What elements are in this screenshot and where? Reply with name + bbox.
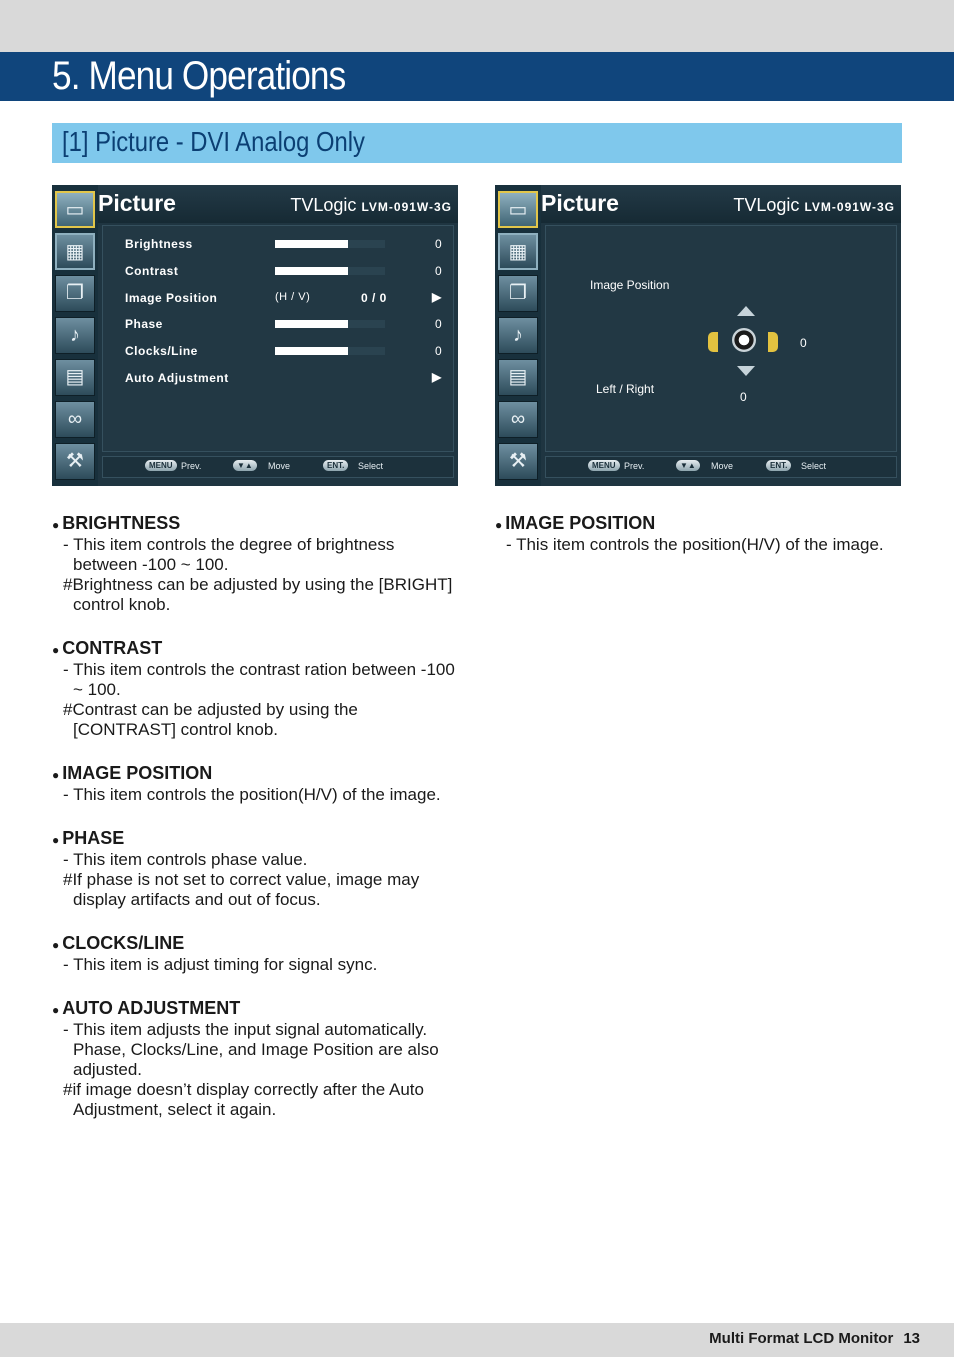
note-text: #Contrast can be adjusted by using the [CONTRAST] control knob. <box>63 700 358 739</box>
menu-row-brightness <box>103 234 453 254</box>
menu-value: 0 <box>435 344 443 358</box>
submenu-arrow-icon: ▶ <box>432 370 442 384</box>
heading-text: IMAGE POSITION <box>505 513 656 533</box>
marker-icon: ▤ <box>498 359 538 396</box>
brand-name: TVLogic <box>733 195 800 215</box>
level-fill <box>275 320 348 328</box>
section-brightness <box>52 513 457 615</box>
heading-text: BRIGHTNESS <box>62 513 181 533</box>
menu-value: 0 <box>435 264 443 278</box>
heading-text: PHASE <box>62 828 125 848</box>
loop-icon: ∞ <box>55 401 95 438</box>
model-name: LVM-091W-3G <box>361 200 452 214</box>
note-text: #Brightness can be adjusted by using the [BRIGHT] control knob. <box>63 575 453 614</box>
color-bars-icon: ▦ <box>498 233 538 270</box>
image-position-label: Image Position <box>590 278 670 292</box>
menu-label: Auto Adjustment <box>125 371 229 385</box>
osd-footer <box>545 456 897 478</box>
enter-key-icon: ENT. <box>766 460 791 471</box>
level-fill <box>275 267 348 275</box>
description-text: - This item controls the contrast ration between -100 ~ 100. <box>63 660 455 699</box>
submenu-arrow-icon: ▶ <box>432 290 442 304</box>
description-text: - This item controls the degree of brightness between -100 ~ 100. <box>63 535 395 574</box>
bullet-icon: ● <box>52 768 60 782</box>
osd-title: Picture <box>541 190 619 216</box>
menu-value: 0 <box>435 237 443 251</box>
marker-icon: ▤ <box>55 359 95 396</box>
section-heading <box>52 638 457 660</box>
select-label: Select <box>801 461 827 471</box>
top-bar <box>0 0 954 52</box>
osd-title: Picture <box>98 190 176 216</box>
section-phase <box>52 828 457 910</box>
osd-brand <box>290 195 452 216</box>
menu-row-phase <box>103 314 453 334</box>
audio-speaker-icon: ♪ <box>55 317 95 354</box>
section-banner <box>52 123 902 163</box>
monitor-icon: ▭ <box>498 191 538 228</box>
menu-label: Contrast <box>125 264 179 278</box>
menu-key-icon: MENU <box>588 460 620 471</box>
image-position-value: 0 <box>800 336 807 350</box>
footer-text <box>709 1330 920 1347</box>
menu-row-contrast <box>103 261 453 281</box>
bullet-icon: ● <box>52 1003 60 1017</box>
note-text: #if image doesn’t display correctly after the Auto Adjustment, select it again. <box>63 1080 424 1119</box>
section-title: [1] Picture - DVI Analog Only <box>62 126 365 157</box>
windows-icon: ❐ <box>55 275 95 312</box>
bullet-icon: ● <box>52 938 60 952</box>
osd-screenshot-picture-menu <box>52 185 458 486</box>
prev-label: Prev. <box>624 461 645 471</box>
menu-label: Image Position <box>125 291 218 305</box>
section-heading <box>52 933 457 955</box>
description-text: - This item adjusts the input signal automatically. Phase, Clocks/Line, and Image Position are also adjusted. <box>63 1020 439 1079</box>
hv-label: (H / V) <box>275 291 311 303</box>
color-bars-icon: ▦ <box>55 233 95 270</box>
right-arrow-icon <box>768 332 778 352</box>
level-bar <box>275 320 385 328</box>
menu-label: Phase <box>125 317 163 331</box>
monitor-icon: ▭ <box>55 191 95 228</box>
page-number: 13 <box>903 1330 920 1347</box>
section-heading <box>52 763 457 785</box>
level-fill <box>275 240 348 248</box>
section-auto-adjustment <box>52 998 457 1120</box>
windows-icon: ❐ <box>498 275 538 312</box>
osd-screenshot-image-position <box>495 185 901 486</box>
osd-brand <box>733 195 895 216</box>
section-image-position <box>52 763 457 805</box>
menu-label: Clocks/Line <box>125 344 198 358</box>
heading-text: CONTRAST <box>62 638 163 658</box>
loop-icon: ∞ <box>498 401 538 438</box>
model-name: LVM-091W-3G <box>804 200 895 214</box>
footer-title: Multi Format LCD Monitor <box>709 1330 894 1347</box>
bullet-icon: ● <box>52 833 60 847</box>
move-label: Move <box>268 461 291 471</box>
osd-position-panel <box>545 225 897 452</box>
heading-text: AUTO ADJUSTMENT <box>62 998 241 1018</box>
prev-label: Prev. <box>181 461 202 471</box>
move-key-icon: ▼▲ <box>676 460 700 471</box>
description-text: - This item is adjust timing for signal sync. <box>63 955 378 974</box>
heading-text: CLOCKS/LINE <box>62 933 185 953</box>
heading-text: IMAGE POSITION <box>62 763 213 783</box>
osd-icon-sidebar <box>52 185 98 486</box>
menu-row-auto-adjustment <box>103 368 453 388</box>
section-clocks-line <box>52 933 457 975</box>
left-right-label: Left / Right <box>596 382 655 396</box>
position-control <box>708 306 784 376</box>
level-bar <box>275 267 385 275</box>
footer-bar <box>0 1323 954 1357</box>
bullet-icon: ● <box>52 643 60 657</box>
section-heading <box>52 513 457 535</box>
down-arrow-icon <box>737 366 755 376</box>
description-text: - This item controls the position(H/V) of the image. <box>506 535 884 554</box>
menu-label: Brightness <box>125 237 193 251</box>
menu-key-icon: MENU <box>145 460 177 471</box>
left-arrow-icon <box>708 332 718 352</box>
up-arrow-icon <box>737 306 755 316</box>
note-text: #If phase is not set to correct value, image may display artifacts and out of focus. <box>63 870 420 909</box>
section-heading <box>52 828 457 850</box>
wrench-icon: ⚒ <box>55 443 95 480</box>
enter-key-icon: ENT. <box>323 460 348 471</box>
level-bar <box>275 240 385 248</box>
level-fill <box>275 347 348 355</box>
bullet-icon: ● <box>52 518 60 532</box>
level-bar <box>275 347 385 355</box>
chapter-title: 5. Menu Operations <box>52 54 346 98</box>
select-label: Select <box>358 461 384 471</box>
osd-menu-panel <box>102 225 454 452</box>
wrench-icon: ⚒ <box>498 443 538 480</box>
description-text: - This item controls phase value. <box>63 850 308 869</box>
menu-row-clocks-line <box>103 341 453 361</box>
move-key-icon: ▼▲ <box>233 460 257 471</box>
left-right-value: 0 <box>740 390 747 404</box>
left-text-column <box>52 513 457 1143</box>
bullet-icon: ● <box>495 518 503 532</box>
section-contrast <box>52 638 457 740</box>
position-knob-icon <box>732 328 756 352</box>
audio-speaker-icon: ♪ <box>498 317 538 354</box>
move-label: Move <box>711 461 734 471</box>
description-text: - This item controls the position(H/V) of the image. <box>63 785 441 804</box>
menu-value: 0 <box>435 317 443 331</box>
right-text-column <box>495 513 895 578</box>
hv-value: 0 / 0 <box>361 291 387 305</box>
brand-name: TVLogic <box>290 195 357 215</box>
chapter-banner <box>0 52 954 101</box>
section-heading <box>495 513 895 535</box>
section-image-position-right <box>495 513 895 555</box>
osd-footer <box>102 456 454 478</box>
menu-row-image-position <box>103 288 453 308</box>
osd-icon-sidebar <box>495 185 541 486</box>
section-heading <box>52 998 457 1020</box>
